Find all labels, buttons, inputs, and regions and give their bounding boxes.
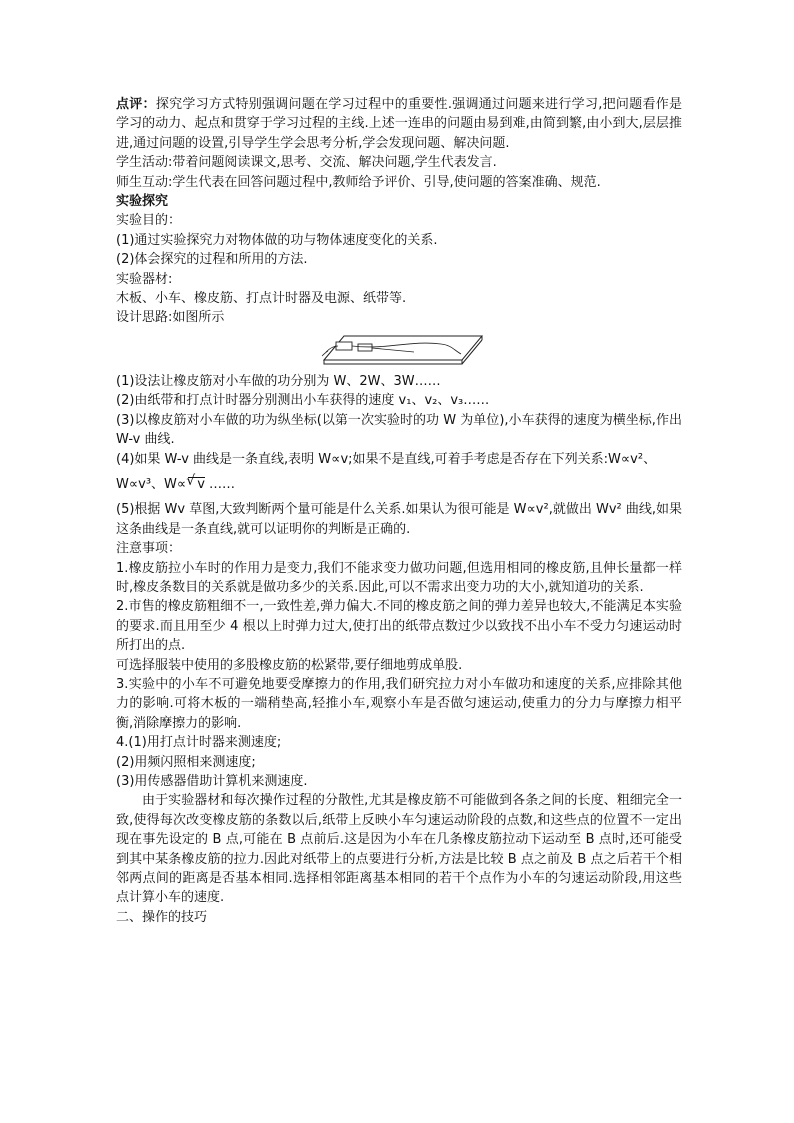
step-4-ellipsis: …… bbox=[204, 476, 236, 492]
teacher-student-interaction: 师生互动:学生代表在回答问题过程中,教师给予评价、引导,使问题的答案准确、规范. bbox=[116, 174, 601, 190]
step-4: (4)如果 W-v 曲线是一条直线,表明 W∝v;如果不是直线,可着手考虑是否存在下列关系:W∝v²、 bbox=[116, 451, 657, 467]
purpose-item-2: (2)体会探究的过程和所用的方法. bbox=[116, 252, 308, 268]
note-4-item-3: (3)用传感器借助计算机来测速度. bbox=[116, 774, 308, 789]
commentary-label: 点评： bbox=[116, 97, 156, 112]
final-paragraph: 由于实验器材和每次操作过程的分散性,尤其是橡皮筋不可能做到各条之间的长度、粗细完全一致,使得每次改变橡皮筋的条数以后,纸带上反映小车匀速运动阶段的点数,和这些点的位置不一定出现在事先设定的 B 点,可能在 B 点前后.这是因为小车在几条橡皮筋拉动下运动至 B 点时,还可能受到其中某条橡皮筋的拉力.因此对纸带上的点要进行分析,方法是比较 B 点之前及 B 点之后若干个相邻两点间的距离是否基本相同.选择相邻距离基本相同的若干个点作为小车的匀速运动阶段,用这些点计算小车的速度. bbox=[116, 793, 682, 906]
section-2-heading: 二、操作的技巧 bbox=[116, 909, 208, 925]
step-2: (2)由纸带和打点计时器分别测出小车获得的速度 v₁、v₂、v₃…… bbox=[116, 393, 490, 409]
note-2: 2.市售的橡皮筋粗细不一,一致性差,弹力偏大.不同的橡皮筋之间的弹力差异也较大,不能满足本实验的要求.而且用至少 4 根以上时弹力过大,使打出的纸带点数过少以致找不出小车不受力匀速运动时所打出的点. bbox=[116, 599, 682, 654]
commentary-text: 探究学习方式特别强调问题在学习过程中的重要性.强调通过问题来进行学习,把问题看作是学习的动力、起点和贯穿于学习过程的主线.上述一连串的问题由易到难,由简到繁,由小到大,层层推进,通过问题的设置,引导学生学会思考分析,学会发现问题、解决问题. bbox=[116, 97, 682, 151]
design-title: 设计思路:如图所示 bbox=[116, 310, 225, 326]
purpose-title: 实验目的： bbox=[116, 213, 182, 229]
sqrt-radicand: v bbox=[197, 476, 205, 492]
note-2-tip: 可选择服装中使用的多股橡皮筋的松紧带,要仔细地剪成单股. bbox=[116, 657, 463, 673]
step-4-relations: W∝v³、W∝ bbox=[116, 476, 187, 492]
student-activity: 学生活动:带着问题阅读课文,思考、交流、解决问题,学生代表发言. bbox=[116, 155, 497, 171]
purpose-item-1: (1)通过实验探究力对物体做的功与物体速度变化的关系. bbox=[116, 232, 438, 248]
step-1: (1)设法让橡皮筋对小车做的功分别为 W、2W、3W…… bbox=[116, 373, 441, 389]
note-3: 3.实验中的小车不可避免地要受摩擦力的作用,我们研究拉力对小车做功和速度的关系,应排除其他力的影响.可将木板的一端稍垫高,轻推小车,观察小车是否做匀速运动,使重力的分力与摩擦力相平衡,消除摩擦力的影响. bbox=[116, 676, 682, 731]
note-4-item-1: 4.(1)用打点计时器来测速度; bbox=[116, 735, 282, 751]
apparatus-diagram bbox=[316, 330, 486, 370]
document-page bbox=[116, 95, 682, 927]
note-1: 1.橡皮筋拉小车时的作用力是变力,我们不能求变力做功问题,但选用相同的橡皮筋,且伸长量都一样时,橡皮条数目的关系就是做功多少的关系.因此,可以不需求出变力功的大小,就知道功的关系. bbox=[116, 560, 682, 595]
note-4-item-2: (2)用频闪照相来测速度; bbox=[116, 754, 256, 770]
step-5: (5)根据 Wv 草图,大致判断两个量可能是什么关系.如果认为很可能是 W∝v²,就做出 Wv² 曲线,如果这条曲线是一条直线,就可以证明你的判断是正确的. bbox=[116, 502, 682, 537]
apparatus-figure bbox=[116, 328, 682, 372]
step-4-continued bbox=[116, 475, 682, 494]
step-3: (3)以橡皮筋对小车做的功为纵坐标(以第一次实验时的功 W 为单位),小车获得的速度为横坐标,作出 W-v 曲线. bbox=[116, 412, 682, 448]
commentary-paragraph bbox=[116, 95, 682, 153]
experiment-heading: 实验探究 bbox=[116, 194, 169, 210]
equipment-text: 木板、小车、橡皮筋、打点计时器及电源、纸带等. bbox=[116, 291, 407, 307]
equipment-title: 实验器材: bbox=[116, 271, 173, 287]
notes-title: 注意事项： bbox=[116, 541, 182, 557]
sqrt-symbol bbox=[188, 477, 205, 491]
